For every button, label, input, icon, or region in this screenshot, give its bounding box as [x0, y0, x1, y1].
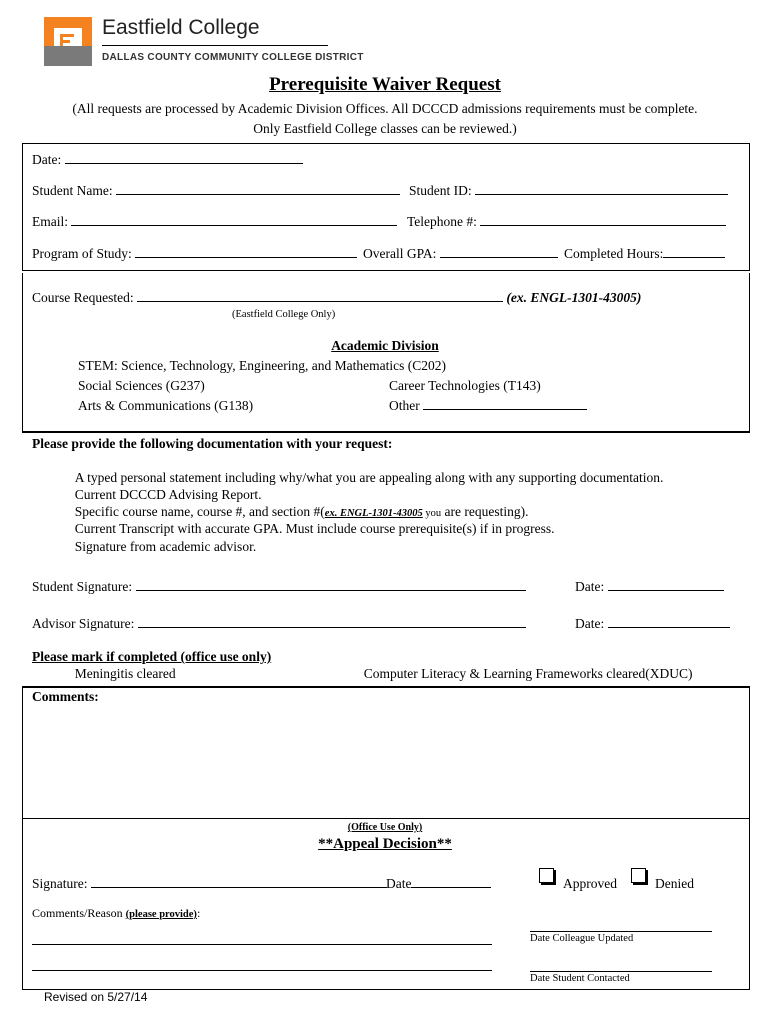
- district-name: DALLAS COUNTY COMMUNITY COLLEGE DISTRICT: [102, 52, 364, 63]
- advisor-signature-line[interactable]: [138, 616, 526, 628]
- date-field[interactable]: Date:: [32, 152, 303, 168]
- course-example: (ex. ENGL-1301-43005): [506, 290, 642, 305]
- gpa-input-line[interactable]: [440, 246, 558, 258]
- doc-item-advising[interactable]: Current DCCCD Advising Report.: [74, 487, 262, 502]
- denied-checkbox[interactable]: [631, 868, 646, 883]
- course-input-line[interactable]: [137, 290, 503, 302]
- email-field[interactable]: Email:: [32, 214, 397, 230]
- page-title: Prerequisite Waiver Request: [269, 74, 501, 95]
- date-input-line[interactable]: [65, 152, 303, 164]
- program-field[interactable]: Program of Study:: [32, 246, 357, 262]
- appeal-signature-line[interactable]: [91, 876, 387, 888]
- other-input-line[interactable]: [423, 398, 587, 410]
- comments-line-2[interactable]: [32, 970, 492, 971]
- division-option-stem[interactable]: STEM: Science, Technology, Engineering, and Mathematics (C202): [78, 358, 446, 373]
- comments-box[interactable]: [22, 686, 750, 819]
- office-check-heading: Please mark if completed (office use only): [32, 649, 272, 664]
- division-option-social[interactable]: Social Sciences (G237): [78, 378, 205, 393]
- comments-label: Comments:: [32, 689, 99, 704]
- doc-item-transcript[interactable]: Current Transcript with accurate GPA. Must include course prerequisite(s) if in progress.: [74, 521, 555, 536]
- division-option-other[interactable]: Other: [377, 398, 587, 414]
- hours-input-line[interactable]: [663, 246, 725, 258]
- approved-checkbox[interactable]: [539, 868, 554, 883]
- gpa-field[interactable]: Overall GPA:: [363, 246, 558, 262]
- student-id-input-line[interactable]: [475, 183, 728, 195]
- student-signature-date-field[interactable]: Date:: [575, 579, 724, 595]
- student-name-input-line[interactable]: [116, 183, 400, 195]
- division-option-arts[interactable]: Arts & Communications (G138): [78, 398, 254, 413]
- subtitle-line-2: Only Eastfield College classes can be reviewed.): [253, 121, 517, 136]
- program-input-line[interactable]: [135, 246, 357, 258]
- office-use-label: (Office Use Only): [347, 822, 423, 833]
- course-note: (Eastfield College Only): [232, 309, 336, 320]
- email-input-line[interactable]: [71, 214, 397, 226]
- student-id-field[interactable]: Student ID:: [409, 183, 728, 199]
- advisor-signature-field[interactable]: Advisor Signature:: [32, 616, 526, 632]
- doc-item-statement[interactable]: A typed personal statement including why/what you are appealing along with any supporting documentation.: [74, 470, 664, 485]
- computer-literacy-option[interactable]: Computer Literacy & Learning Frameworks cleared(XDUC): [363, 666, 693, 681]
- course-example-inline: ex. ENGL-1301-43005: [324, 508, 423, 519]
- student-signature-line[interactable]: [136, 579, 526, 591]
- course-field[interactable]: Course Requested: (ex. ENGL-1301-43005): [32, 290, 642, 305]
- hours-field[interactable]: Completed Hours:: [564, 246, 725, 262]
- date-colleague-label: Date Colleague Updated: [530, 933, 634, 944]
- approved-label: Approved: [563, 876, 617, 891]
- college-name: Eastfield College: [102, 16, 260, 39]
- comments-line-1[interactable]: [32, 944, 492, 945]
- telephone-input-line[interactable]: [480, 214, 726, 226]
- subtitle-line-1: (All requests are processed by Academic Division Offices. All DCCCD admissions requirements must be complete.: [72, 101, 698, 116]
- documentation-heading: Please provide the following documentation with your request:: [32, 436, 393, 451]
- revision-date: Revised on 5/27/14: [44, 990, 148, 1004]
- appeal-date-field[interactable]: Date: [386, 876, 491, 892]
- date-colleague-line[interactable]: [530, 931, 712, 932]
- appeal-signature-field[interactable]: Signature:: [32, 876, 387, 892]
- logo-gray-block: [44, 46, 92, 66]
- student-name-field[interactable]: Student Name:: [32, 183, 400, 199]
- comments-reason-label: Comments/Reason (please provide):: [32, 906, 201, 920]
- header-divider: [102, 45, 328, 46]
- appeal-heading: **Appeal Decision**: [318, 836, 452, 852]
- doc-item-signature[interactable]: Signature from academic advisor.: [74, 539, 257, 554]
- advisor-signature-date-line[interactable]: [608, 616, 730, 628]
- doc-item-course[interactable]: Specific course name, course #, and section #(ex. ENGL-1301-43005 you are requesting).: [74, 504, 529, 519]
- section-divider: [22, 432, 750, 433]
- student-signature-field[interactable]: Student Signature:: [32, 579, 526, 595]
- date-student-label: Date Student Contacted: [530, 973, 630, 984]
- academic-division-heading: Academic Division: [331, 338, 439, 353]
- student-signature-date-line[interactable]: [608, 579, 724, 591]
- advisor-signature-date-field[interactable]: Date:: [575, 616, 730, 632]
- meningitis-option[interactable]: Meningitis cleared: [74, 666, 176, 681]
- denied-label: Denied: [655, 876, 694, 891]
- appeal-date-line[interactable]: [411, 876, 491, 888]
- date-student-line[interactable]: [530, 971, 712, 972]
- division-option-career[interactable]: Career Technologies (T143): [389, 378, 541, 393]
- telephone-field[interactable]: Telephone #:: [407, 214, 726, 230]
